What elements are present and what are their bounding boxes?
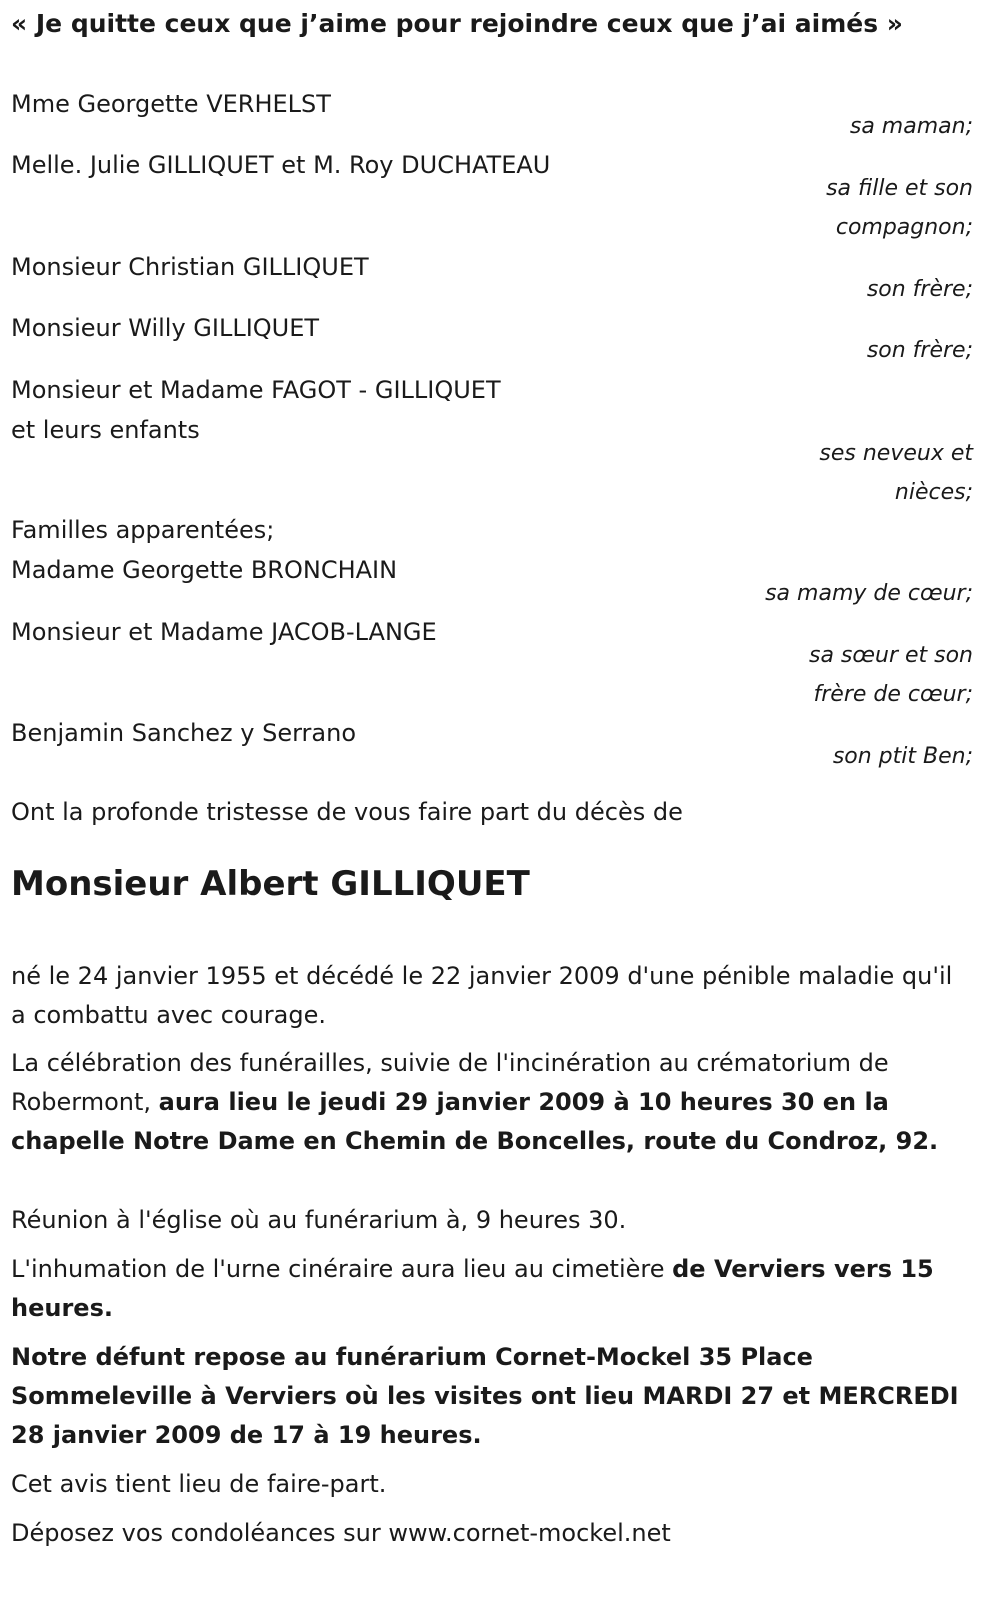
ceremony-text xyxy=(11,1044,973,1161)
relative-name: Monsieur et Madame JACOB-LANGE xyxy=(11,618,437,646)
relative-role: sa mamy de cœur; xyxy=(765,581,973,606)
ceremony-text-bold: aura lieu le jeudi 29 janvier 2009 à 10 heures 30 en la chapelle Notre Dame en Chemin de Boncelles, route du Condroz, 92. xyxy=(11,1088,939,1155)
relative-name-line2: et leurs enfants xyxy=(11,416,200,444)
deceased-name: Monsieur Albert GILLIQUET xyxy=(11,864,530,904)
notice-text: Cet avis tient lieu de faire-part. xyxy=(11,1470,387,1498)
relative-name: Benjamin Sanchez y Serrano xyxy=(11,719,356,747)
relative-role: son ptit Ben; xyxy=(832,744,973,769)
condolences-text: Déposez vos condoléances sur www.cornet-mockel.net xyxy=(11,1519,671,1547)
relative-name-line2: Madame Georgette BRONCHAIN xyxy=(11,556,398,584)
relative-role: son frère; xyxy=(866,338,973,363)
relative-entry xyxy=(11,84,973,146)
relative-entry xyxy=(11,308,973,370)
relative-entry xyxy=(11,247,973,309)
epitaph-quote: « Je quitte ceux que j’aime pour rejoindre ceux que j’ai aimés » xyxy=(11,9,903,38)
relative-name: Mme Georgette VERHELST xyxy=(11,90,331,118)
relative-role: sa fille et son compagnon; xyxy=(826,176,973,240)
relative-entry xyxy=(11,510,973,613)
relative-role: ses neveux et nièces; xyxy=(819,441,973,505)
relative-entry xyxy=(11,370,973,512)
meeting-text: Réunion à l'église où au funérarium à, 9 heures 30. xyxy=(11,1206,627,1234)
relative-name: Melle. Julie GILLIQUET et M. Roy DUCHATEAU xyxy=(11,151,551,179)
relative-role: sa sœur et son frère de cœur; xyxy=(808,643,973,707)
relative-name: Monsieur Willy GILLIQUET xyxy=(11,314,320,342)
relative-name: Monsieur et Madame FAGOT - GILLIQUET xyxy=(11,376,501,404)
relative-entry xyxy=(11,612,973,714)
announcement-intro: Ont la profonde tristesse de vous faire part du décès de xyxy=(11,798,683,826)
birth-death-text: né le 24 janvier 1955 et décédé le 22 janvier 2009 d'une pénible maladie qu'il a combattu avec courage. xyxy=(11,962,953,1029)
relative-entry xyxy=(11,713,973,776)
visits-text: Notre défunt repose au funérarium Cornet-Mockel 35 Place Sommeleville à Verviers où les visites ont lieu MARDI 27 et MERCREDI 28 janvier 2009 de 17 à 19 heures. xyxy=(11,1343,959,1449)
burial-text-bold: de Verviers vers 15 heures. xyxy=(11,1255,934,1322)
burial-text xyxy=(11,1250,973,1328)
relative-name: Monsieur Christian GILLIQUET xyxy=(11,253,369,281)
relative-entry xyxy=(11,145,973,247)
ceremony-text-plain: La célébration des funérailles, suivie de l'incinération au crématorium de Robermont, xyxy=(11,1049,889,1116)
relative-role: sa maman; xyxy=(849,114,973,139)
burial-text-plain: L'inhumation de l'urne cinéraire aura lieu au cimetière xyxy=(11,1255,673,1283)
relative-name: Familles apparentées; xyxy=(11,516,275,544)
relative-role: son frère; xyxy=(866,277,973,302)
